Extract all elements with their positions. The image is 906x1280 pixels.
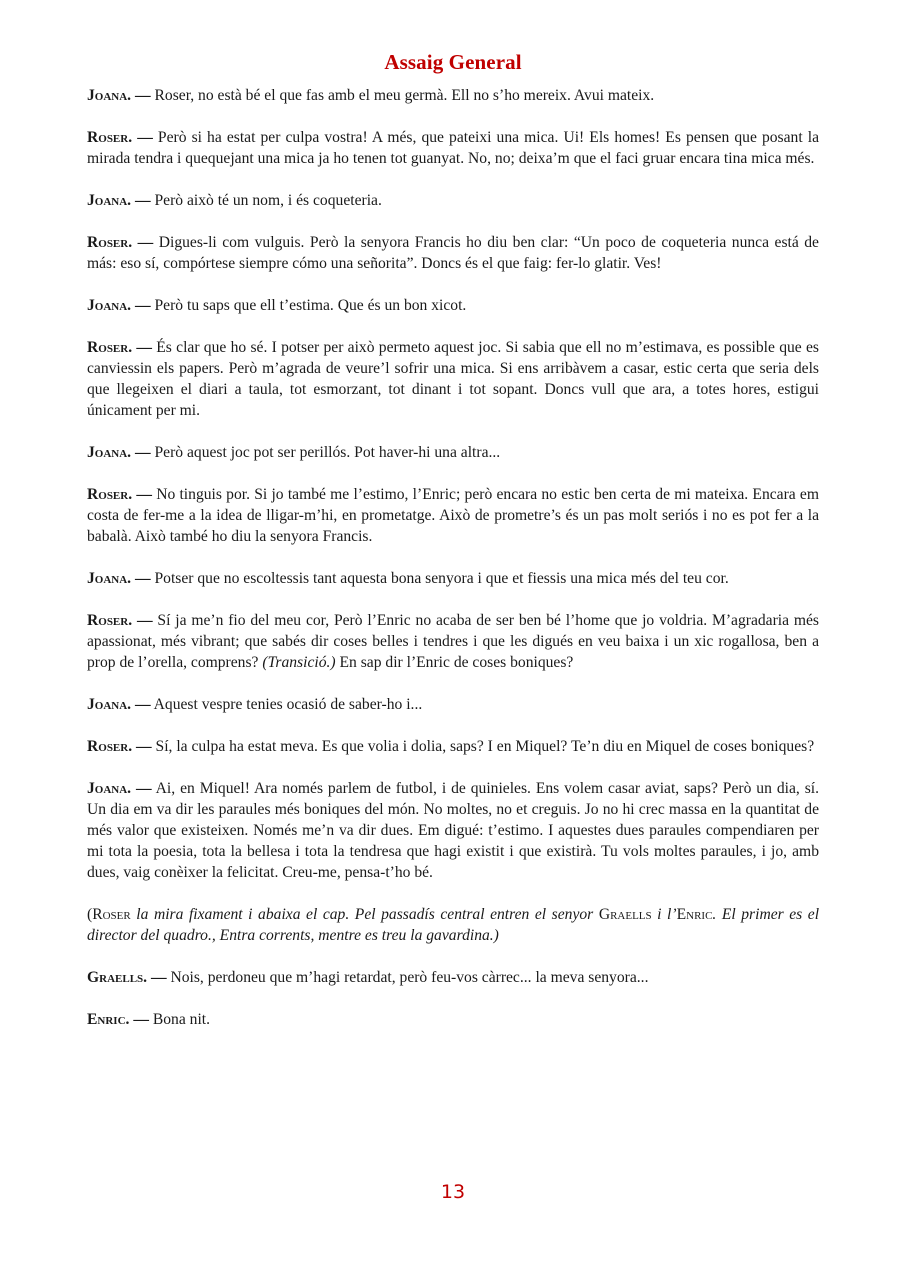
line-text: Sí ja me’n fio del meu cor, Però l’Enric no acaba de ser ben bé l’home que jo voldria. M’agradaria més apassionat, més vibrant; que sabés dir coses belles i tendres i que les digués en veu baixa i un xic rogallosa, ben a prop de l’orella, comprens?	[87, 612, 819, 671]
dialogue-line: Joana. — Potser que no escoltessis tant aquesta bona senyora i que et fiessis una mica més del teu cor.	[87, 570, 729, 587]
speaker-name: Joana.	[87, 192, 132, 209]
dialogue-line: Roser. — Digues-li com vulguis. Però la senyora Francis ho diu ben clar: “Un poco de coqueteria nunca está de más: eso sí, compórtese siempre cómo una señorita”. Doncs és el que faig: fer-lo glatir. Ves!	[87, 234, 819, 272]
speaker-name: Roser.	[87, 486, 133, 503]
stage-direction: (Roser la mira fixament i abaixa el cap. Pel passadís central entren el senyor Graells i l’Enric. El primer es el director del quadro., Entra corrents, mentre es treu la gavardina.)	[87, 906, 820, 944]
speaker-name: Graells.	[87, 969, 148, 986]
line-text: Ai, en Miquel! Ara només parlem de futbol, i de quinieles. Ens volem casar aviat, saps? Però un dia, sí. Un dia em va dir les paraules més boniques del món. No moltes, no et creguis. Jo no hi crec massa en la quantitat de més valor que existeixen. Només me’n va dir dues. Em digué: t’estimo. I aquestes dues paraules compendiaren per mi tota la poesia, tota la bellesa i tota la tendresa que hagi existit i que existirà. Tu vols moltes paraules, i jo, amb dues, vaig conèixer la felicitat. Creu-me, pensa-t’ho bé.	[87, 780, 819, 881]
page-number: 13	[440, 1181, 466, 1203]
page-body	[87, 50, 819, 1051]
dialogue-line: Joana. — Aquest vespre tenies ocasió de saber-ho i...	[87, 696, 423, 713]
speaker-name: Roser.	[87, 234, 133, 251]
speaker-name: Joana.	[87, 780, 132, 797]
character-name: Enric	[676, 906, 713, 923]
line-text: Bona nit.	[152, 1011, 211, 1028]
line-text: No tinguis por. Si jo també me l’estimo, l’Enric; però encara no estic ben certa de mi mateixa. Encara em costa de fer-me a la idea de lligar-m’hi, en prometatge. Això de prometre’s és un pas molt seriós i no es pot fer a la babalà. Això també ho diu la senyora Francis.	[87, 486, 819, 545]
dialogue-line: Roser. — Sí ja me’n fio del meu cor, Però l’Enric no acaba de ser ben bé l’home que jo voldria. M’agradaria més apassionat, més vibrant; que sabés dir coses belles i tendres i que les digués en veu baixa i un xic rogallosa, ben a prop de l’orella, comprens? (Transició.) En sap dir l’Enric de coses boniques?	[87, 612, 819, 671]
speaker-name: Roser.	[87, 738, 133, 755]
line-text: Aquest vespre tenies ocasió de saber-ho i...	[153, 696, 423, 713]
line-text: Digues-li com vulguis. Però la senyora Francis ho diu ben clar: “Un poco de coqueteria nunca está de más: eso sí, compórtese siempre cómo una señorita”. Doncs és el que faig: fer-lo glatir. Ves!	[87, 234, 819, 272]
speaker-name: Roser.	[87, 612, 133, 629]
dialogue-line: Roser. — Sí, la culpa ha estat meva. Es que volia i dolia, saps? I en Miquel? Te’n diu en Miquel de coses boniques?	[87, 738, 815, 755]
line-text: Però si ha estat per culpa vostra! A més, que pateixi una mica. Ui! Els homes! Es pensen que posant la mirada tendra i quequejant una mica ja ho tenen tot guanyat. No, no; deixa’m que el faci gruar encara tina mica més.	[87, 129, 820, 167]
page-title: Assaig General	[384, 50, 522, 74]
speaker-name: Joana.	[87, 87, 132, 104]
speaker-name: Joana.	[87, 444, 132, 461]
dialogue-line: Graells. — Nois, perdoneu que m’hagi retardat, però feu-vos càrrec... la meva senyora...	[87, 969, 649, 986]
inline-stage-direction: (Transició.)	[262, 654, 336, 671]
speaker-name: Roser.	[87, 129, 133, 146]
speaker-name: Joana.	[87, 570, 132, 587]
speaker-name: Enric.	[87, 1011, 130, 1028]
line-text: Roser, no està bé el que fas amb el meu germà. Ell no s’ho mereix. Avui mateix.	[154, 87, 655, 104]
line-text: Però això té un nom, i és coqueteria.	[154, 192, 382, 209]
line-text: És clar que ho sé. I potser per això permeto aquest joc. Si sabia que ell no m’estimava, es possible que es canviessin els papers. Però m’agrada de veure’l sofrir una mica. Si ens arribàvem a casar, estic certa que seria dels que llegeixen el diari a taula, tot esmorzant, tot dinant i tot sopant. Doncs vull que ara, a totes hores, estigui únicament per mi.	[87, 339, 819, 419]
dialogue-line: Roser. — És clar que ho sé. I potser per això permeto aquest joc. Si sabia que ell no m’estimava, es possible que es canviessin els papers. Però m’agrada de veure’l sofrir una mica. Si ens arribàvem a casar, estic certa que seria dels que llegeixen el diari a taula, tot esmorzant, tot dinant i tot sopant. Doncs vull que ara, a totes hores, estigui únicament per mi.	[87, 339, 819, 419]
dialogue-line: Roser. — No tinguis por. Si jo també me l’estimo, l’Enric; però encara no estic ben certa de mi mateixa. Encara em costa de fer-me a la idea de lligar-m’hi, en prometatge. Això de prometre’s és un pas molt seriós i no es pot fer a la babalà. Això també ho diu la senyora Francis.	[87, 486, 819, 545]
dialogue-line: Joana. — Ai, en Miquel! Ara només parlem de futbol, i de quinieles. Ens volem casar aviat, saps? Però un dia, sí. Un dia em va dir les paraules més boniques del món. No moltes, no et creguis. Jo no hi crec massa en la quantitat de més valor que existeixen. Només me’n va dir dues. Em digué: t’estimo. I aquestes dues paraules compendiaren per mi tota la poesia, tota la bellesa i tota la tendresa que hagi existit i que existirà. Tu vols moltes paraules, i jo, amb dues, vaig conèixer la felicitat. Creu-me, pensa-t’ho bé.	[87, 780, 819, 881]
line-text: Sí, la culpa ha estat meva. Es que volia i dolia, saps? I en Miquel? Te’n diu en Miquel de coses boniques?	[155, 738, 815, 755]
character-name: Roser	[92, 906, 131, 923]
dialogue-line: Enric. — Bona nit.	[87, 1011, 211, 1028]
speaker-name: Joana.	[87, 696, 132, 713]
dialogue-line: Joana. — Però això té un nom, i és coqueteria.	[87, 192, 382, 209]
character-name: Graells	[598, 906, 652, 923]
line-text-continued: En sap dir l’Enric de coses boniques?	[339, 654, 574, 671]
line-text: Nois, perdoneu que m’hagi retardat, però feu-vos càrrec... la meva senyora...	[170, 969, 649, 986]
line-text: Però aquest joc pot ser perillós. Pot haver-hi una altra...	[154, 444, 501, 461]
line-text: Però tu saps que ell t’estima. Que és un bon xicot.	[154, 297, 467, 314]
speaker-name: Joana.	[87, 297, 132, 314]
line-text: Potser que no escoltessis tant aquesta bona senyora i que et fiessis una mica més del teu cor.	[154, 570, 729, 587]
dialogue-line: Joana. — Roser, no està bé el que fas amb el meu germà. Ell no s’ho mereix. Avui mateix.	[87, 87, 655, 104]
dialogue-line: Joana. — Però tu saps que ell t’estima. Que és un bon xicot.	[87, 297, 467, 314]
dialogue-line: Roser. — Però si ha estat per culpa vostra! A més, que pateixi una mica. Ui! Els homes! Es pensen que posant la mirada tendra i quequejant una mica ja ho tenen tot guanyat. No, no; deixa’m que el faci gruar encara tina mica més.	[87, 129, 820, 167]
dialogue-line: Joana. — Però aquest joc pot ser perillós. Pot haver-hi una altra...	[87, 444, 501, 461]
speaker-name: Roser.	[87, 339, 133, 356]
